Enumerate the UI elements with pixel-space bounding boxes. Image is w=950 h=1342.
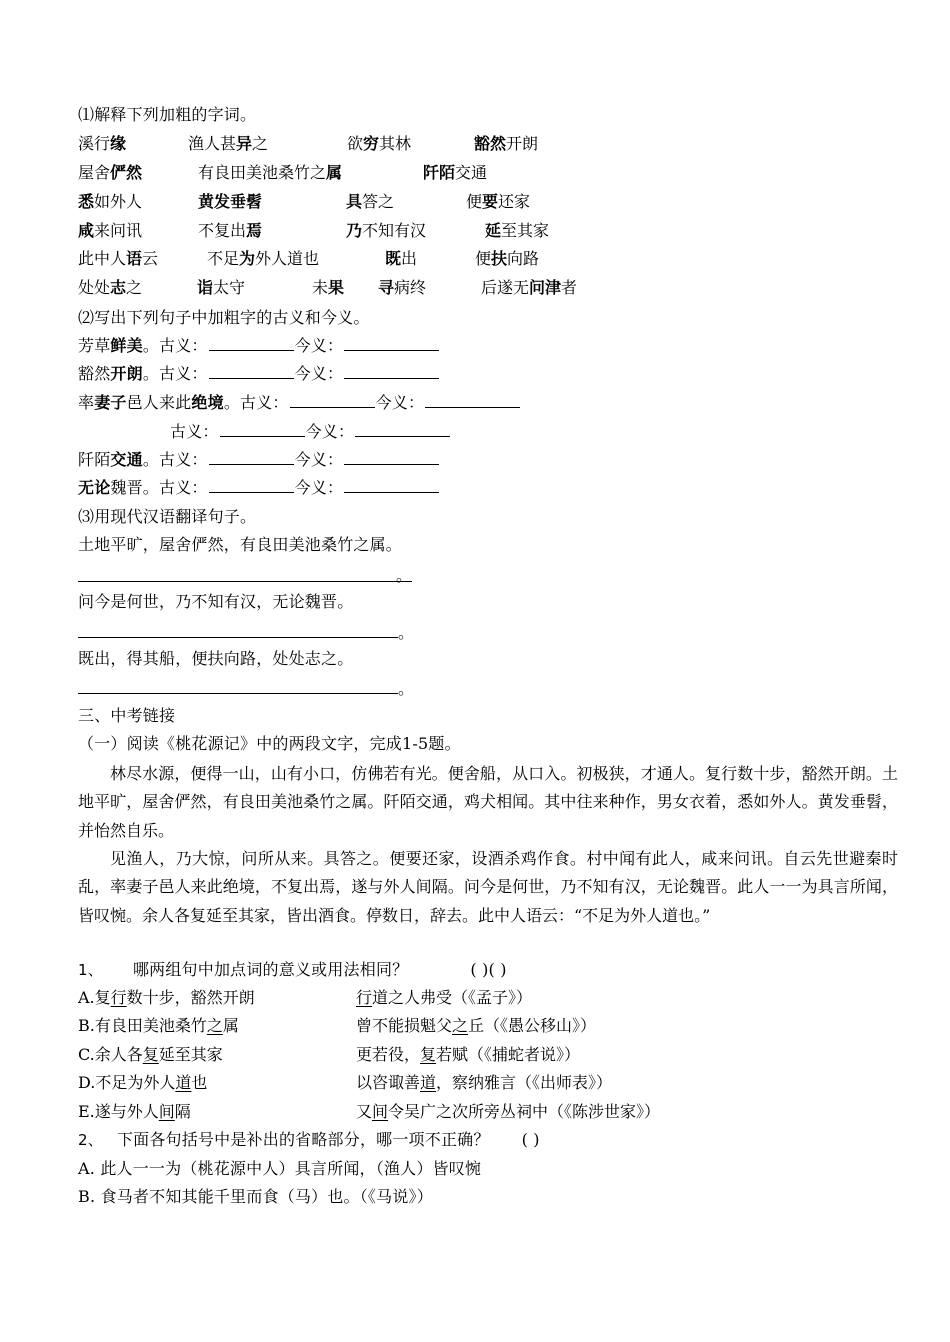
vocab-item [198,219,262,243]
end-mark: 。 [398,623,415,642]
option-text: 道之人弗受（《孟子》） [372,988,533,1007]
dotted-word: 之 [452,1016,469,1035]
jin-label: 今义： [375,393,425,412]
fill-blank[interactable] [209,362,294,379]
vocab-context: 外人道也 [255,249,320,268]
vocab-context: 云 [142,249,159,268]
fill-blank[interactable] [344,362,439,379]
bold-word: 鲜美 [110,336,143,355]
vocab-item [78,132,126,156]
sentence-text: 。 [223,393,241,412]
vocab-context: 便 [475,249,492,268]
dotted-word: 间 [372,1102,389,1121]
vocab-bold-word: 俨然 [110,163,143,182]
vocab-bold-word: 扶 [491,249,508,268]
jin-label: 今义： [294,478,344,497]
vocab-item [188,132,268,156]
vocab-bold-word: 阡陌 [423,163,456,182]
vocab-item [78,161,142,185]
jin-label: 今义： [294,450,344,469]
vocab-item [346,190,394,214]
sentence-text: 邑人来此 [126,393,192,412]
translate-sentence-2: 问今是何世，乃不知有汉，无论魏晋。 [78,592,354,611]
vocab-bold-word: 寻 [378,278,395,297]
vocab-item [198,161,342,185]
option-text: ，察纳雅言（《出师表》） [436,1073,613,1092]
option-right [356,1014,596,1038]
vocab-context: 还家 [498,192,531,211]
answer-line-1[interactable] [78,581,412,582]
option-text: 隔 [174,1102,191,1121]
option-left[interactable] [78,1043,223,1067]
question-text: 下面各句括号中是补出的省略部分，哪一项不正确？ [116,1130,490,1149]
vocab-item [346,219,426,243]
gu-label: 古义： [240,393,289,412]
vocab-context: 欲 [347,134,364,153]
option-text: 属 [222,1016,239,1035]
vocab-item [197,276,245,300]
vocab-bold-word: 焉 [246,221,263,240]
vocab-context: 来问讯 [94,221,143,240]
vocab-bold-word: 果 [328,278,345,297]
vocab-context: 者 [561,278,578,297]
question-text: 哪两组句中加点词的意义或用法相同？ [132,960,409,979]
vocab-context: 屋舍 [78,163,111,182]
fill-blank[interactable] [425,391,520,408]
vocab-bold-word: 豁然 [474,134,507,153]
dotted-word: 间 [158,1102,175,1121]
vocab-context: 之 [126,278,143,297]
vocab-bold-word: 语 [126,249,143,268]
question-number: 2、 [78,1131,103,1149]
option-right [356,1071,612,1095]
vocab-bold-word: 延 [485,221,502,240]
option-text: 令吴广之次所旁丛祠中（《陈涉世家》） [388,1102,661,1121]
gu-label: 古义： [170,422,219,441]
option-text: 曾不能损魁父 [356,1016,453,1035]
end-mark: 。 [398,679,415,698]
meaning-row [78,362,440,386]
vocab-item [312,276,344,300]
answer-brackets[interactable]: ( ) [521,1130,540,1149]
sentence-text: 魏晋。 [110,478,160,497]
meaning-row [78,334,440,358]
gu-label: 古义： [159,364,208,383]
fill-blank[interactable] [209,476,294,493]
vocab-bold-word: 要 [482,192,499,211]
vocab-context: 太守 [213,278,246,297]
meaning-row [78,391,521,415]
dotted-word: 行 [356,988,373,1007]
vocab-bold-word: 缘 [110,134,127,153]
vocab-context: 交通 [455,163,488,182]
option-left[interactable] [78,986,255,1010]
option-text: 延至其家 [158,1045,223,1064]
vocab-context: 至其家 [501,221,550,240]
meaning-row [170,420,451,444]
vocab-bold-word: 黄发垂髫 [198,192,263,211]
gu-label: 古义： [159,478,208,497]
vocab-item [423,161,487,185]
fill-blank[interactable] [290,391,375,408]
vocab-context: 答之 [362,192,395,211]
sentence-text: 。 [142,450,160,469]
vocab-bold-word: 穷 [363,134,380,153]
sentence-text: 豁然 [78,364,111,383]
vocab-item [481,276,577,300]
jin-label: 今义： [294,336,344,355]
vocab-context: 处处 [78,278,111,297]
section2-heading: ⑵写出下列句子中加粗字的古义和今义。 [78,308,370,327]
bold-word: 绝境 [191,393,224,412]
vocab-context: 溪行 [78,134,111,153]
question-2 [78,1128,540,1152]
answer-line-3[interactable] [78,693,398,694]
vocab-context: 不知有汉 [362,221,427,240]
dotted-word: 复 [420,1045,437,1064]
vocab-item [207,247,319,271]
vocab-bold-word: 异 [236,134,253,153]
sentence-text: 芳草 [78,336,111,355]
option-left[interactable] [78,1014,239,1038]
option-text: 更若役， [356,1045,421,1064]
option-text: A.复 [78,988,111,1007]
fill-blank[interactable] [344,476,439,493]
option-text: E.遂与外人 [78,1102,159,1121]
option-text: 数十步，豁然开朗 [126,988,255,1007]
translate-sentence-1: 土地平旷，屋舍俨然，有良田美池桑竹之属。 [78,535,403,554]
fill-blank[interactable] [344,334,439,351]
sentence-text: 。 [142,364,160,383]
section3-heading: ⑶用现代汉语翻译句子。 [78,507,257,526]
vocab-item [385,247,417,271]
vocab-context: 开朗 [506,134,539,153]
meaning-row [78,448,440,472]
translate-sentence-3: 既出，得其船，便扶向路，处处志之。 [78,649,354,668]
passage-paragraph-2: 见渔人，乃大惊，问所从来。具答之。便要还家，设酒杀鸡作食。村中闻有此人，咸来问讯。自云先世避秦时乱，率妻子邑人来此绝境，不复出焉，遂与外人间隔。问今是何世，乃不知有汉，无论魏晋。此人一一为具言所闻，皆叹惋。余人各复延至其家，皆出酒食。停数日，辞去。此中人语云：“不足为外人道也。” [78,849,898,925]
question-2-option-a: A. 此人一一为（桃花源中人）具言所闻，（渔人）皆叹惋 [78,1159,482,1178]
vocab-context: 之 [252,134,269,153]
vocab-context: 此中人 [78,249,127,268]
dotted-word: 之 [206,1016,223,1035]
jin-label: 今义： [294,364,344,383]
gu-label: 古义： [159,336,208,355]
gu-label: 古义： [159,450,208,469]
sentence-text: 。 [142,336,160,355]
vocab-context: 其林 [379,134,412,153]
jin-label: 今义： [305,422,355,441]
vocab-context: 有良田美池桑竹之 [198,163,327,182]
vocab-bold-word: 咸 [78,221,95,240]
vocab-context: 便 [466,192,483,211]
vocab-bold-word: 诣 [197,278,214,297]
bold-word: 交通 [110,450,143,469]
dotted-word: 复 [142,1045,159,1064]
part3-heading: 三、中考链接 [78,706,176,725]
option-right [356,1043,580,1067]
vocab-context: 病终 [394,278,427,297]
vocab-bold-word: 为 [239,249,256,268]
question-1 [78,958,507,982]
vocab-context: 渔人甚 [188,134,237,153]
vocab-item [198,190,262,214]
vocab-context: 出 [401,249,418,268]
option-text: 也 [191,1073,208,1092]
question-number: 1、 [78,961,103,979]
fill-blank[interactable] [344,448,439,465]
bold-word: 无论 [78,478,111,497]
option-text: C.余人各 [78,1045,143,1064]
vocab-bold-word: 志 [110,278,127,297]
option-text: 丘（《愚公移山》） [468,1016,597,1035]
vocab-item [466,190,530,214]
vocab-context: 后遂无 [481,278,530,297]
option-left[interactable] [78,1100,191,1124]
fill-blank[interactable] [355,420,450,437]
vocab-bold-word: 属 [326,163,343,182]
vocab-item [474,132,538,156]
fill-blank[interactable] [220,420,305,437]
answer-line-2[interactable] [78,637,398,638]
option-text: 若赋（《捕蛇者说》） [436,1045,581,1064]
meaning-row [78,476,440,500]
vocab-item [378,276,426,300]
end-mark: 。 [396,566,413,585]
fill-blank[interactable] [209,448,294,465]
part3-subheading: （一）阅读《桃花源记》中的两段文字，完成1-5题。 [78,734,461,753]
dotted-word: 道 [420,1073,437,1092]
vocab-bold-word: 既 [385,249,402,268]
vocab-bold-word: 悉 [78,192,95,211]
passage-paragraph-1: 林尽水源，便得一山，山有小口，仿佛若有光。便舍船，从口入。初极狭，才通人。复行数十步，豁然开朗。土地平旷，屋舍俨然，有良田美池桑竹之属。阡陌交通，鸡犬相闻。其中往来种作，男女衣着，悉如外人。黄发垂髫，并怡然自乐。 [78,764,898,840]
vocab-item [78,190,142,214]
sentence-text: 阡陌 [78,450,111,469]
section1-heading: ⑴解释下列加粗的字词。 [78,105,257,124]
option-text: 又 [356,1102,373,1121]
vocab-bold-word: 乃 [346,221,363,240]
vocab-context: 未 [312,278,329,297]
fill-blank[interactable] [209,334,294,351]
vocab-item [347,132,411,156]
option-right [356,1100,660,1124]
option-right [356,986,532,1010]
vocab-item [475,247,539,271]
vocab-item [78,247,158,271]
dotted-word: 道 [175,1073,192,1092]
option-text: 以咨诹善 [356,1073,421,1092]
bold-word: 开朗 [110,364,143,383]
vocab-item [78,219,142,243]
option-text: B.有良田美池桑竹 [78,1016,207,1035]
vocab-bold-word: 具 [346,192,363,211]
answer-brackets[interactable]: ( )( ) [470,960,507,979]
sentence-text: 率 [78,393,95,412]
option-text: D.不足为外人 [78,1073,176,1092]
vocab-item [485,219,549,243]
option-left[interactable] [78,1071,207,1095]
vocab-context: 不足 [207,249,240,268]
bold-word: 妻子 [94,393,127,412]
vocab-context: 向路 [507,249,540,268]
vocab-context: 不复出 [198,221,247,240]
vocab-bold-word: 问津 [529,278,562,297]
dotted-word: 行 [110,988,127,1007]
question-2-option-b: B. 食马者不知其能千里而食（马）也。（《马说》） [78,1187,433,1206]
vocab-item [78,276,142,300]
vocab-context: 如外人 [94,192,143,211]
